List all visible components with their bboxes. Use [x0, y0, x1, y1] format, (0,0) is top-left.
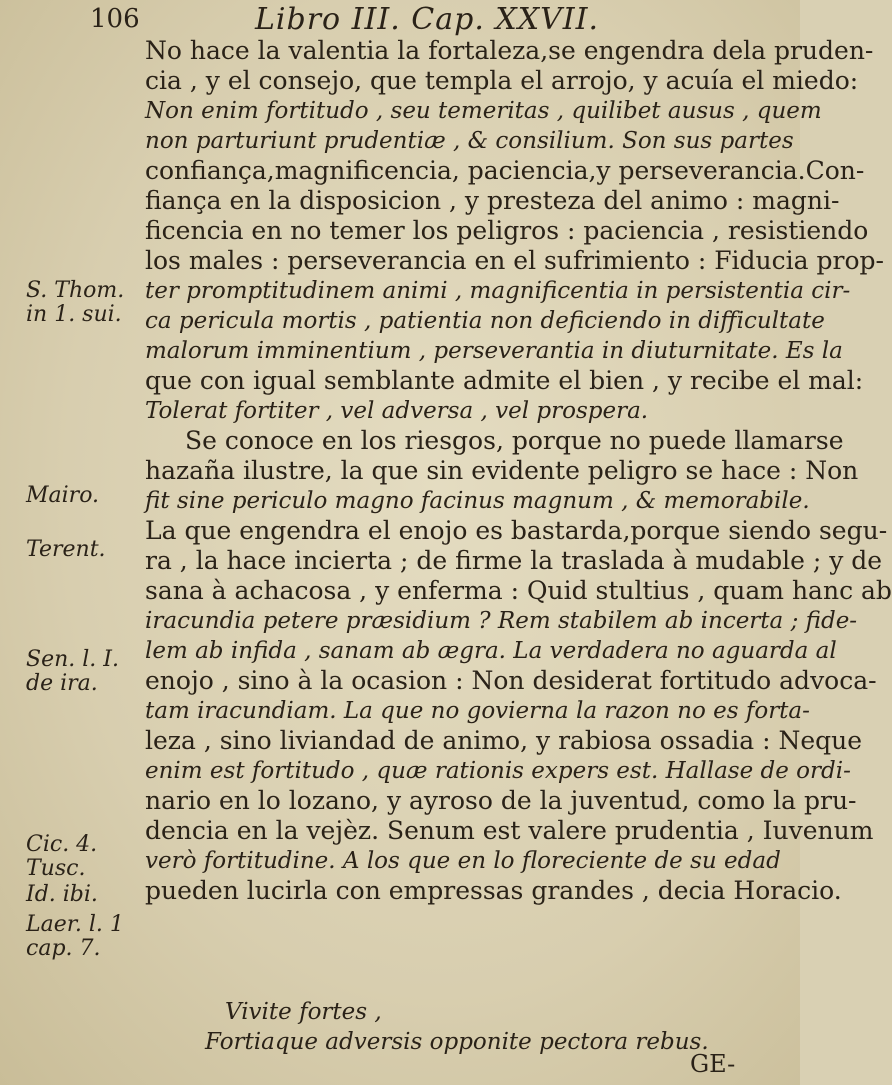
verse-line: Vivite fortes ,: [225, 999, 382, 1025]
text-line: Tolerat fortiter , vel adversa , vel prospera.: [145, 398, 649, 424]
running-head: [60, 2, 780, 36]
text-line: que con igual semblante admite el bien , y recibe el mal:: [145, 366, 864, 395]
text-line: malorum imminentium , perseverantia in diuturnitate. Es la: [145, 338, 843, 364]
text-line: leza , sino liviandad de animo, y rabiosa ossadia : Neque: [145, 726, 863, 755]
margin-note-line: Sen. l. I.: [26, 647, 119, 672]
text-line: tam iracundiam. La que no govierna la razon no es forta-: [145, 698, 810, 724]
margin-note-line: de ira.: [26, 671, 98, 696]
margin-note-sthom: [26, 279, 124, 327]
margin-note-sen: [26, 648, 119, 696]
text-line: enojo , sino à la ocasion : Non desiderat fortitudo advoca-: [145, 666, 877, 695]
margin-note-line: Tusc.: [26, 856, 86, 881]
text-line: enim est fortitudo , quæ rationis expers est. Hallase de ordi-: [145, 758, 851, 784]
catchword: GE-: [690, 1050, 736, 1078]
text-line: sana à achacosa , y enferma : Quid stultius , quam hanc ab: [145, 576, 892, 605]
margin-note-laer: [26, 913, 124, 961]
text-line: fit sine periculo magno facinus magnum , & memorabile.: [145, 488, 810, 514]
margin-note-id: [26, 883, 98, 907]
text-line: dencia en la vejèz. Senum est valere prudentia , Iuvenum: [145, 816, 874, 845]
text-line: iracundia petere præsidium ? Rem stabilem ab incerta ; fide-: [145, 608, 858, 634]
text-line: verò fortitudine. A los que en lo floreciente de su edad: [145, 848, 781, 874]
text-line: non parturiunt prudentiæ , & consilium. Son sus partes: [145, 128, 794, 154]
margin-note-line: Terent.: [26, 537, 106, 562]
text-line: ficencia en no temer los peligros : paciencia , resistiendo: [145, 216, 869, 245]
verse-quotation: [205, 997, 765, 1057]
margin-note-line: Id. ibi.: [26, 882, 98, 907]
text-line: fiança en la disposicion , y presteza del animo : magni-: [145, 186, 840, 215]
margin-notes: [0, 0, 140, 1085]
margin-note-line: Cic. 4.: [26, 832, 98, 857]
margin-note-cic: [26, 833, 97, 881]
text-line: los males : perseverancia en el sufrimiento : Fiducia prop-: [145, 246, 884, 275]
text-line: lem ab infida , sanam ab ægra. La verdadera no aguarda al: [145, 638, 837, 664]
chapter-title: Libro III. Cap. XXVII.: [255, 2, 600, 37]
margin-note-line: Laer. l. 1: [26, 912, 124, 937]
text-line: pueden lucirla con empressas grandes , decia Horacio.: [145, 876, 842, 905]
text-line: La que engendra el enojo es bastarda,porque siendo segu-: [145, 516, 888, 545]
margin-note-terent: [26, 538, 106, 562]
verse-line: Fortiaque adversis opponite pectora rebus.: [205, 1029, 709, 1055]
text-line: hazaña ilustre, la que sin evidente peligro se hace : Non: [145, 456, 859, 485]
text-line: ca pericula mortis , patientia non deficiendo in difficultate: [145, 308, 825, 334]
margin-note-mairo: [26, 484, 99, 508]
margin-note-line: in 1. sui.: [26, 302, 122, 327]
text-line: cia , y el consejo, que templa el arrojo, y acuía el miedo:: [145, 66, 859, 95]
page-number: 106: [90, 4, 140, 34]
text-line: confiança,magnificencia, paciencia,y perseverancia.Con-: [145, 156, 865, 185]
text-line: No hace la valentia la fortaleza,se engendra dela pruden-: [145, 36, 874, 65]
margin-note-line: S. Thom.: [26, 278, 125, 303]
main-text: [145, 36, 892, 906]
text-line: Se conoce en los riesgos, porque no puede llamarse: [185, 426, 844, 455]
text-line: Non enim fortitudo , seu temeritas , quilibet ausus , quem: [145, 98, 822, 124]
text-line: nario en lo lozano, y ayroso de la juventud, como la pru-: [145, 786, 857, 815]
margin-note-line: Mairo.: [26, 483, 100, 508]
margin-note-line: cap. 7.: [26, 936, 101, 961]
text-line: ter promptitudinem animi , magnificentia in persistentia cir-: [145, 278, 851, 304]
text-line: ra , la hace incierta ; de firme la traslada à mudable ; y de: [145, 546, 883, 575]
